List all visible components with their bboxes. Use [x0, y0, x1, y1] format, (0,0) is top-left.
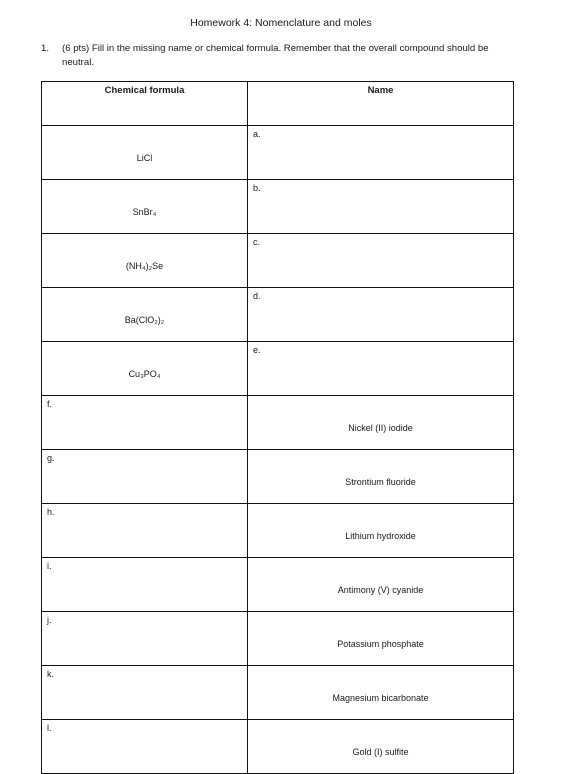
- name-cell: Potassium phosphate: [248, 612, 514, 666]
- formula-answer-cell[interactable]: [42, 666, 248, 720]
- formula-cell: (NH₄)₂Se: [42, 234, 248, 288]
- name-cell: Strontium fluoride: [248, 450, 514, 504]
- name-answer-cell[interactable]: [248, 234, 514, 288]
- table-row: [42, 180, 514, 234]
- formula-answer-cell[interactable]: [42, 558, 248, 612]
- formula-answer-cell[interactable]: [42, 396, 248, 450]
- table-row: [42, 558, 514, 612]
- table-row: [42, 342, 514, 396]
- table-row: [42, 396, 514, 450]
- table-row: [42, 504, 514, 558]
- table-row: [42, 612, 514, 666]
- formula-answer-cell[interactable]: [42, 450, 248, 504]
- table-row: [42, 720, 514, 774]
- name-answer-cell[interactable]: [248, 180, 514, 234]
- row-letter: e.: [253, 345, 261, 355]
- row-letter: f.: [47, 399, 53, 409]
- row-letter: c.: [253, 237, 261, 247]
- row-letter: l.: [47, 723, 52, 733]
- row-letter: h.: [47, 507, 55, 517]
- table-row: [42, 450, 514, 504]
- formula-cell: Cu₃PO₄: [42, 342, 248, 396]
- formula-answer-cell[interactable]: [42, 720, 248, 774]
- formula-cell: LiCl: [42, 126, 248, 180]
- row-letter: a.: [253, 129, 261, 139]
- row-letter: j.: [47, 615, 52, 625]
- table-row: [42, 234, 514, 288]
- table-row: [42, 288, 514, 342]
- table-row: [42, 666, 514, 720]
- nomenclature-table: [41, 81, 514, 774]
- name-cell: Magnesium bicarbonate: [248, 666, 514, 720]
- column-header-name: Name: [248, 82, 514, 126]
- formula-answer-cell[interactable]: [42, 612, 248, 666]
- row-letter: b.: [253, 183, 261, 193]
- row-letter: i.: [47, 561, 52, 571]
- name-cell: Nickel (II) iodide: [248, 396, 514, 450]
- name-cell: Antimony (V) cyanide: [248, 558, 514, 612]
- formula-answer-cell[interactable]: [42, 504, 248, 558]
- formula-cell: Ba(ClO₂)₂: [42, 288, 248, 342]
- table-row: [42, 126, 514, 180]
- name-answer-cell[interactable]: [248, 126, 514, 180]
- page-title: Homework 4: Nomenclature and moles: [190, 17, 372, 29]
- question-text: (6 pts) Fill in the missing name or chemical formula. Remember that the overall compound should be neutral.: [62, 43, 489, 68]
- name-answer-cell[interactable]: [248, 342, 514, 396]
- formula-cell: SnBr₄: [42, 180, 248, 234]
- column-header-formula: Chemical formula: [42, 82, 248, 126]
- row-letter: g.: [47, 453, 55, 463]
- name-cell: Lithium hydroxide: [248, 504, 514, 558]
- name-answer-cell[interactable]: [248, 288, 514, 342]
- name-cell: Gold (I) sulfite: [248, 720, 514, 774]
- row-letter: k.: [47, 669, 55, 679]
- row-letter: d.: [253, 291, 261, 301]
- question-number: 1.: [41, 43, 50, 54]
